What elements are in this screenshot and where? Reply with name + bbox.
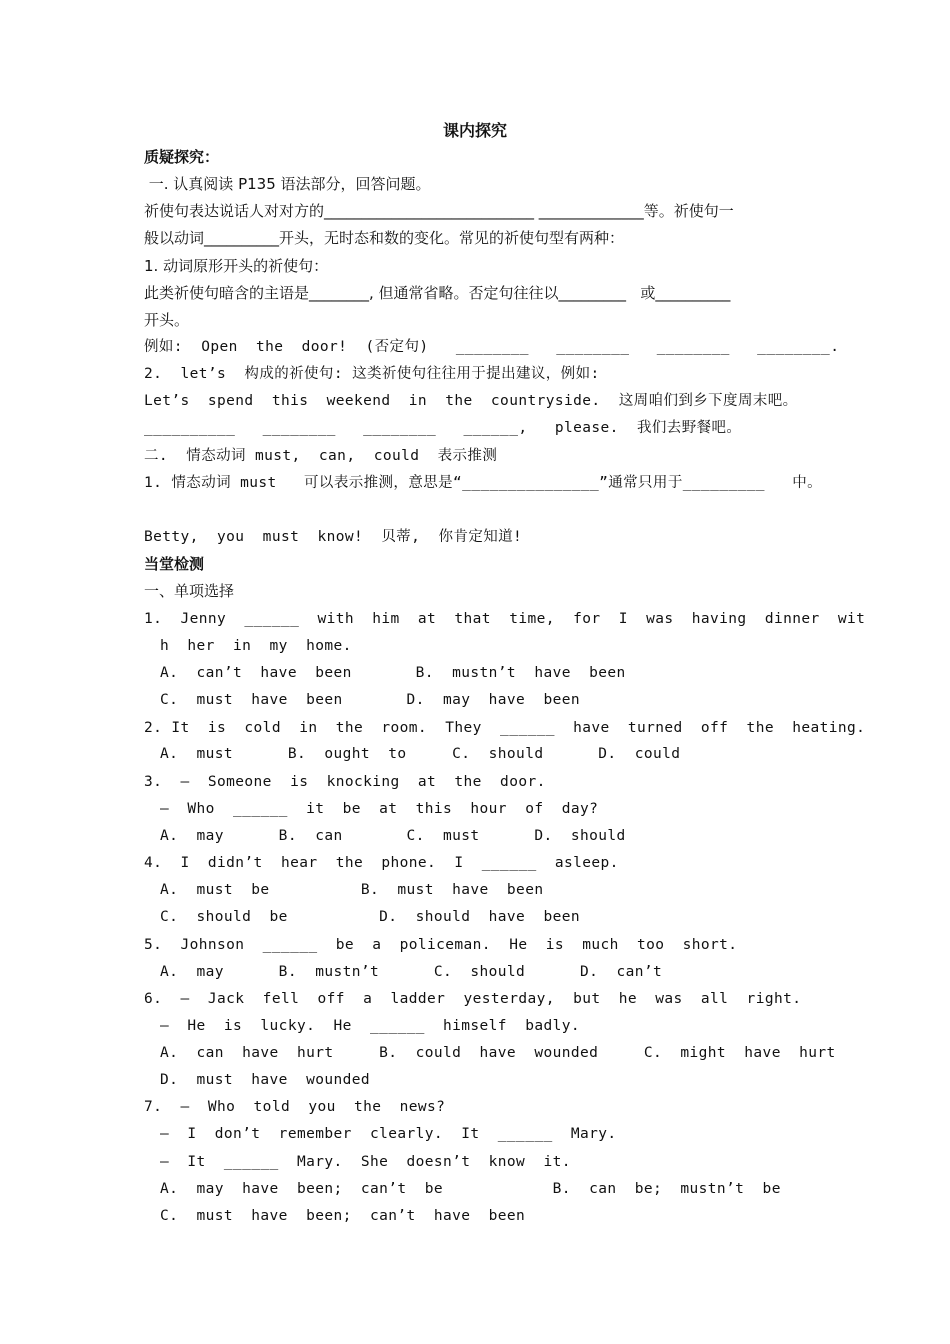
- text-line: 般以动词__________开头，无时态和数的变化。常见的祈使句型有两种：: [144, 229, 625, 247]
- question-1-options: C. must have been D. may have been: [160, 692, 580, 708]
- question-1: 1. Jenny ______ with him at that time, for I was having dinner wit: [144, 611, 866, 627]
- text-line: __________ ________ ________ ______, please. 我们去野餐吧。: [144, 420, 742, 436]
- text-line: 此类祈使句暗含的主语是________, 但通常省略。否定句往往以_________ 或__________: [144, 284, 731, 302]
- question-3-options: A. may B. can C. must D. should: [160, 828, 626, 844]
- text-line: 1. 动词原形开头的祈使句：: [144, 257, 329, 275]
- question-7-cont: — It ______ Mary. She doesn’t know it.: [160, 1154, 571, 1170]
- text-line: Let’s spend this weekend in the countryside. 这周咱们到乡下度周末吧。: [144, 393, 798, 409]
- question-3: 3. — Someone is knocking at the door.: [144, 774, 546, 790]
- subsection-heading: 一、单项选择: [144, 582, 235, 600]
- section-heading-inquiry: 质疑探究：: [144, 148, 220, 166]
- question-4: 4. I didn’t hear the phone. I ______ asleep.: [144, 855, 619, 871]
- text-line: Betty, you must know! 贝蒂, 你肯定知道!: [144, 529, 523, 545]
- question-4-options: C. should be D. should have been: [160, 909, 580, 925]
- question-7-cont: — I don’t remember clearly. It ______ Mary.: [160, 1126, 617, 1142]
- question-7-options: A. may have been; can’t be B. can be; mustn’t be: [160, 1181, 781, 1197]
- question-1-options: A. can’t have been B. mustn’t have been: [160, 665, 626, 681]
- question-6-options: D. must have wounded: [160, 1072, 370, 1088]
- text-line: 一. 认真阅读 P135 语法部分，回答问题。: [144, 175, 431, 193]
- question-2: 2. It is cold in the room. They ______ have turned off the heating.: [144, 720, 866, 736]
- question-5-options: A. may B. mustn’t C. should D. can’t: [160, 964, 663, 980]
- section-heading-test: 当堂检测: [144, 555, 205, 573]
- question-1-cont: h her in my home.: [160, 638, 352, 654]
- question-4-options: A. must be B. must have been: [160, 882, 544, 898]
- text-line: 例如: Open the door! (否定句) ________ ________ ________ ________.: [144, 339, 840, 355]
- question-3-cont: — Who ______ it be at this hour of day?: [160, 801, 599, 817]
- question-2-options: A. must B. ought to C. should D. could: [160, 746, 681, 762]
- question-7-options: C. must have been; can’t have been: [160, 1208, 526, 1224]
- question-6-options: A. can have hurt B. could have wounded C. might have hurt: [160, 1045, 836, 1061]
- text-line: 二. 情态动词 must, can, could 表示推测: [144, 448, 498, 464]
- question-5: 5. Johnson ______ be a policeman. He is much too short.: [144, 937, 738, 953]
- question-6-cont: — He is lucky. He ______ himself badly.: [160, 1018, 580, 1034]
- page-title: 课内探究: [442, 121, 507, 140]
- question-6: 6. — Jack fell off a ladder yesterday, but he was all right.: [144, 991, 802, 1007]
- question-7: 7. — Who told you the news?: [144, 1099, 446, 1115]
- text-line: 2. let’s 构成的祈使句: 这类祈使句往往用于提出建议，例如:: [144, 366, 600, 382]
- text-line: 开头。: [144, 311, 190, 329]
- text-line: 祈使句表达说话人对对方的____________________________ ______________等。祈使句一: [144, 202, 734, 220]
- text-line: 1. 情态动词 must 可以表示推测，意思是“_______________”通常只用于_________ 中。: [144, 475, 823, 491]
